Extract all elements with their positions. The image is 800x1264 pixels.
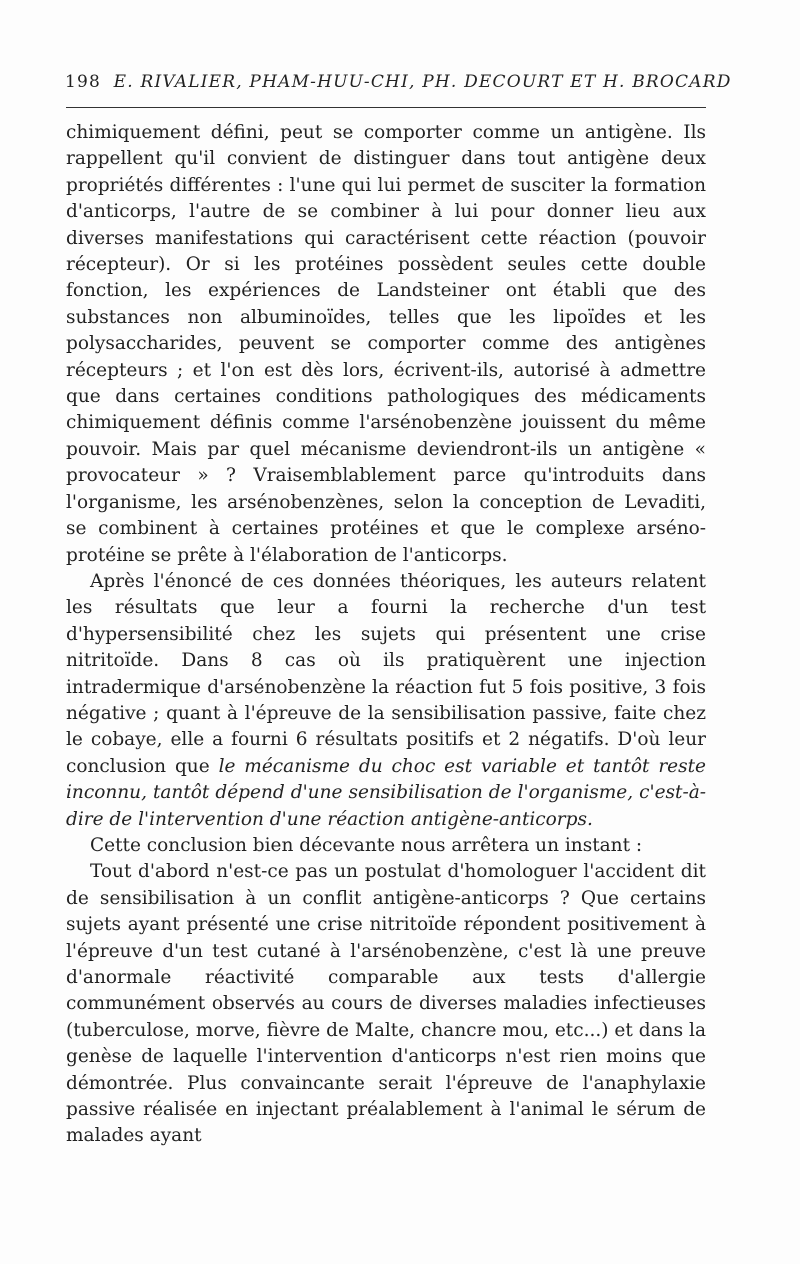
running-header <box>65 72 732 92</box>
paragraph-2 <box>66 569 706 833</box>
paragraph-3: Cette conclusion bien décevante nous arrêtera un instant : <box>90 834 643 856</box>
paragraph-2-text: Après l'énoncé de ces données théoriques, les auteurs relatent les résultats que leur a fourni la recherche d'un test d'hypersensibilité chez les sujets qui présentent une crise nitritoïde. Dans 8 cas où ils pratiquèrent une injection intradermique d'arsénobenzène la réaction fut 5 fois positive, 3 fois négative ; quant à l'épreuve de la sensibilisation passive, faite chez le cobaye, elle a fourni 6 résultats positifs et 2 négatifs. D'où leur conclusion que <box>66 570 706 777</box>
paragraph-2-italic-conclusion: le mécanisme du choc est variable et tantôt reste inconnu, tantôt dépend d'une sensibilisation de l'organisme, c'est-à-dire de l'intervention d'une réaction antigène-anticorps. <box>66 755 707 830</box>
header-authors: E. RIVALIER, PHAM-HUU-CHI, PH. DECOURT ET H. BROCARD <box>113 72 732 92</box>
header-rule <box>66 107 706 108</box>
page-number: 198 <box>65 72 102 92</box>
paragraph-1: chimiquement défini, peut se comporter comme un antigène. Ils rappellent qu'il convient de distinguer dans tout antigène deux propriétés différentes : l'une qui lui permet de susciter la formation d'anticorps, l'autre de se combiner à lui pour donner lieu aux diverses manifestations qui caractérisent cette réaction (pouvoir récepteur). Or si les protéines possèdent seules cette double fonction, les expériences de Landsteiner ont établi que des substances non albuminoïdes, telles que les lipoïdes et les polysaccharides, peuvent se comporter comme des antigènes récepteurs ; et l'on est dès lors, écrivent-ils, autorisé à admettre que dans certaines conditions pathologiques des médicaments chimiquement définis comme l'arsénobenzène jouissent du même pouvoir. Mais par quel mécanisme deviendront-ils un antigène « provocateur » ? Vraisemblablement parce qu'introduits dans l'organisme, les arsénobenzènes, selon la conception de Levaditi, se combinent à certaines protéines et que le complexe arséno-protéine se prête à l'élaboration de l'anticorps. <box>66 122 706 566</box>
paragraph-4: Tout d'abord n'est-ce pas un postulat d'homologuer l'accident dit de sensibilisation à un conflit antigène-anticorps ? Que certains sujets ayant présenté une crise nitritoïde répondent positivement à l'épreuve d'un test cutané à l'arsénobenzène, c'est là une preuve d'anormale réactivité comparable aux tests d'allergie communément observés au cours de diverses maladies infectieuses (tuberculose, morve, fièvre de Malte, chancre mou, etc...) et dans la genèse de laquelle l'intervention d'anticorps n'est rien moins que démontrée. Plus convaincante serait l'épreuve de l'anaphylaxie passive réalisée en injectant préalablement à l'animal le sérum de malades ayant <box>66 861 706 1147</box>
body-text <box>66 120 706 1150</box>
